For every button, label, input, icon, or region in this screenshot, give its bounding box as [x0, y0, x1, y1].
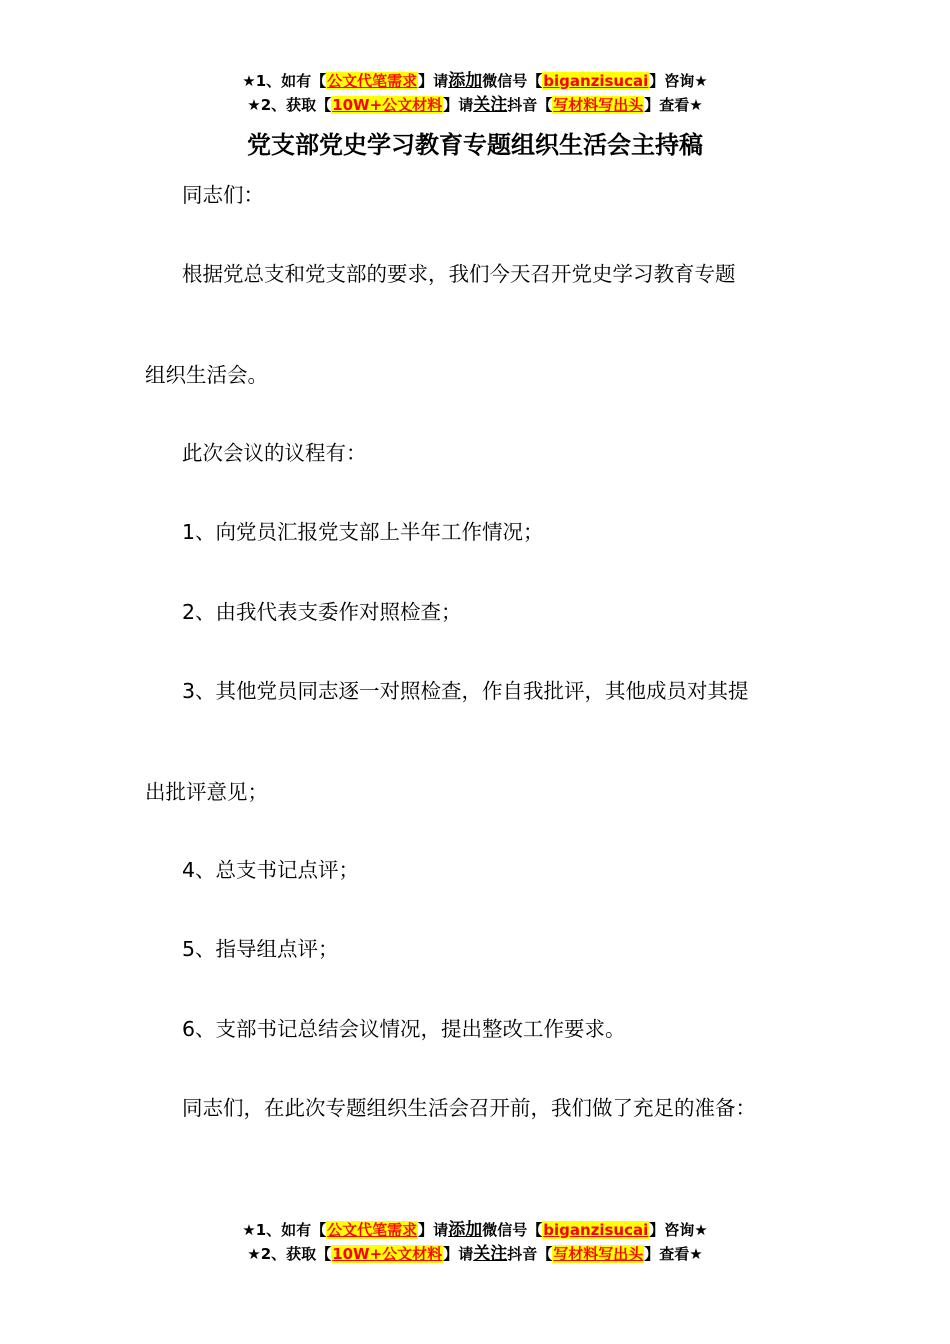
agenda-item-6: 6、支部书记总结会议情况，提出整改工作要求。: [182, 1017, 626, 1041]
agenda-item-2: 2、由我代表支委作对照检查；: [182, 600, 462, 624]
highlight-douyin-account: 写材料写出头: [553, 96, 644, 114]
footer-ad-line-1: ★1、如有【公文代笔需求】请添加微信号【biganzisucai】咨询★: [242, 1220, 708, 1240]
footer-ad-line-2: ★2、获取【10W+公文材料】请关注抖音【写材料写出头】查看★: [247, 1244, 703, 1264]
closing-paragraph: 同志们，在此次专题组织生活会召开前，我们做了充足的准备：: [182, 1096, 756, 1120]
greeting: 同志们：: [182, 183, 264, 207]
highlight-materials: 10W+公文材料: [332, 96, 443, 114]
highlight-ghostwriting: 公文代笔需求: [327, 72, 418, 90]
agenda-item-3-line-2: 出批评意见；: [145, 780, 268, 804]
highlight-wechat-id: biganzisucai: [543, 72, 649, 90]
paragraph-1-line-2: 组织生活会。: [145, 363, 268, 387]
highlight-ghostwriting: 公文代笔需求: [327, 1221, 418, 1239]
agenda-item-3-line-1: 3、其他党员同志逐一对照检查，作自我批评，其他成员对其提: [182, 679, 749, 703]
agenda-item-4: 4、总支书记点评；: [182, 858, 360, 882]
paragraph-1-line-1: 根据党总支和党支部的要求，我们今天召开党史学习教育专题: [182, 262, 736, 286]
header-ad-line-1: ★1、如有【公文代笔需求】请添加微信号【biganzisucai】咨询★: [242, 71, 708, 91]
header-ad-line-2: ★2、获取【10W+公文材料】请关注抖音【写材料写出头】查看★: [247, 95, 703, 115]
highlight-douyin-account: 写材料写出头: [553, 1245, 644, 1263]
highlight-materials: 10W+公文材料: [332, 1245, 443, 1263]
agenda-item-1: 1、向党员汇报党支部上半年工作情况；: [182, 520, 544, 544]
agenda-intro: 此次会议的议程有：: [182, 441, 367, 465]
highlight-wechat-id: biganzisucai: [543, 1221, 649, 1239]
agenda-item-5: 5、指导组点评；: [182, 937, 339, 961]
document-title: 党支部党史学习教育专题组织生活会主持稿: [247, 131, 703, 159]
